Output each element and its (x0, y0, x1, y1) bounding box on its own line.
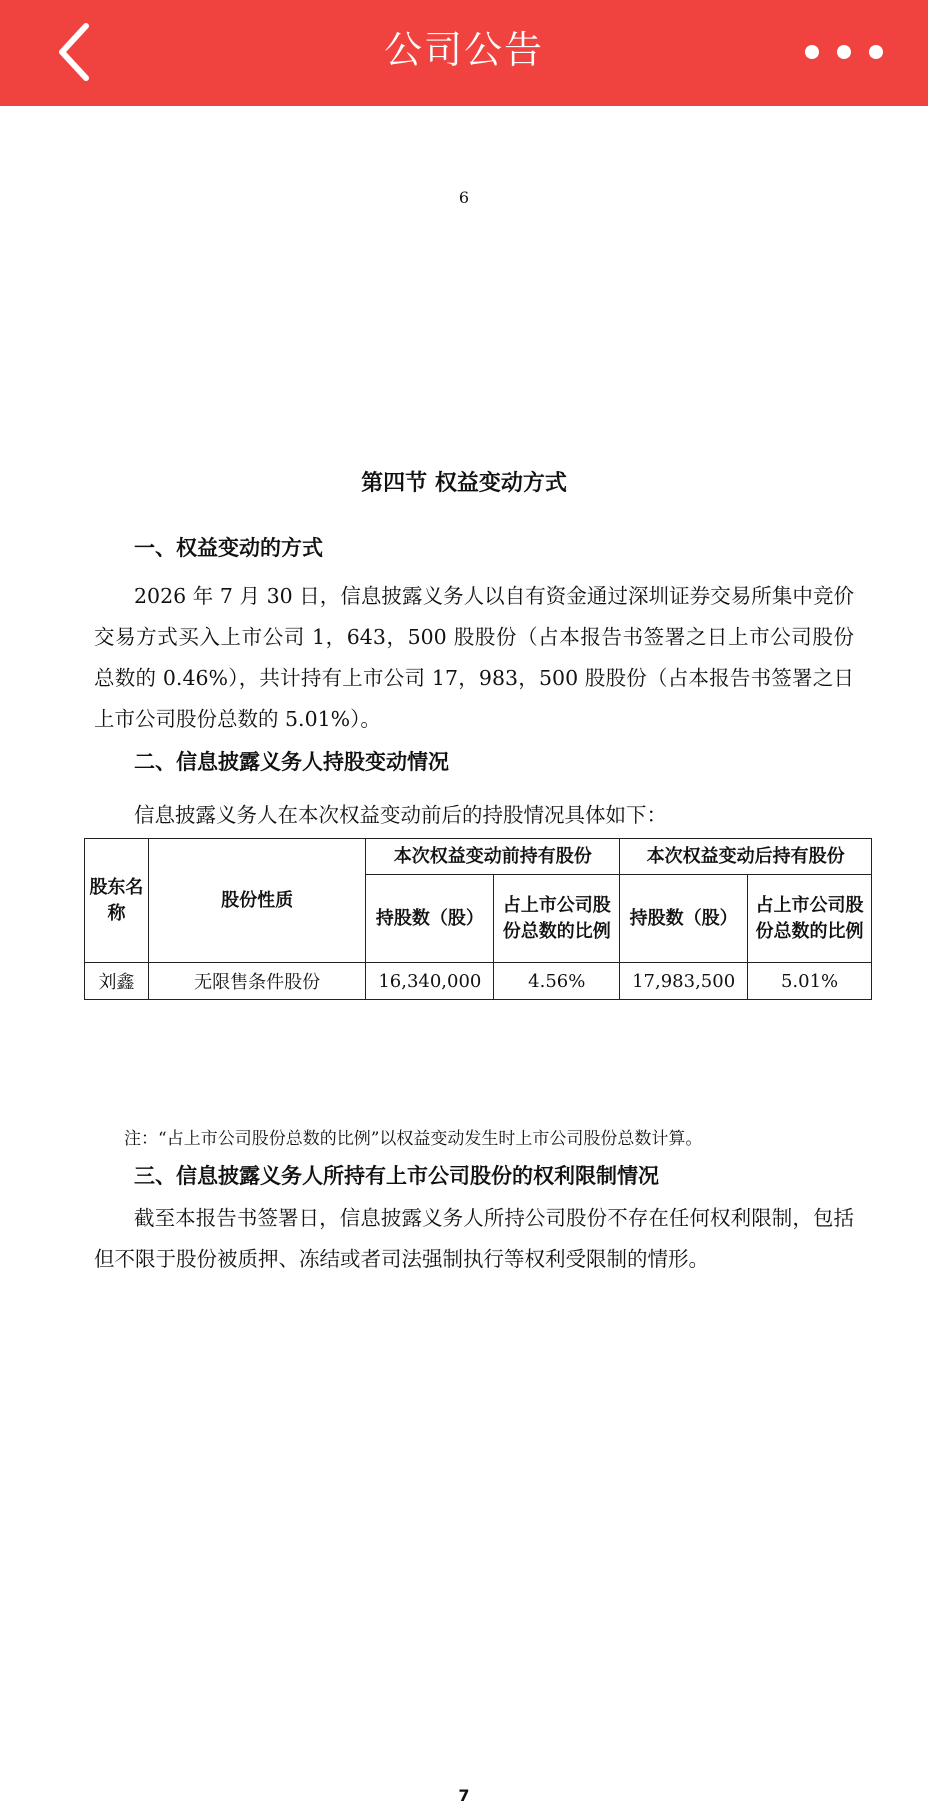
table-note: 注：“占上市公司股份总数的比例”以权益变动发生时上市公司股份总数计算。 (124, 1129, 703, 1149)
header-after-change: 本次权益变动后持有股份 (620, 839, 872, 875)
cell-share-nature: 无限售条件股份 (148, 963, 365, 1000)
cell-before-ratio: 4.56% (494, 963, 620, 1000)
header-after-shares: 持股数（股） (620, 875, 748, 963)
header-after-ratio: 占上市公司股份总数的比例 (748, 875, 872, 963)
cell-after-shares: 17,983,500 (620, 963, 748, 1000)
page-number-bottom: 7 (458, 1786, 470, 1805)
header-before-shares: 持股数（股） (366, 875, 494, 963)
section-title: 第四节 权益变动方式 (361, 471, 567, 496)
table-intro: 信息披露义务人在本次权益变动前后的持股情况具体如下： (134, 803, 667, 827)
cell-before-shares: 16,340,000 (366, 963, 494, 1000)
page-number-top: 6 (458, 188, 470, 207)
holdings-table (84, 838, 872, 1000)
heading-holding-change: 二、信息披露义务人持股变动情况 (134, 750, 449, 774)
more-button[interactable] (796, 28, 892, 76)
more-dots-icon (796, 28, 892, 76)
table-row (85, 963, 872, 1000)
header-share-nature: 股份性质 (148, 839, 365, 963)
paragraph-text: 2026 年 7 月 30 日，信息披露义务人以自有资金通过深圳证券交易所集中竞价交易方式买入上市公司 1，643，500 股股份（占本报告书签署之日上市公司股份总数的 0.46%），共计持有上市公司 17，983，500 股股份（占本报告书签署之日上市公司股份总数的 5.01%）。 (94, 584, 854, 731)
cell-after-ratio: 5.01% (748, 963, 872, 1000)
document-page[interactable] (0, 106, 928, 1816)
paragraph-equity-change-method (94, 576, 854, 740)
paragraph-text: 截至本报告书签署日，信息披露义务人所持公司股份不存在任何权利限制，包括但不限于股份被质押、冻结或者司法强制执行等权利受限制的情形。 (94, 1206, 854, 1271)
back-button[interactable] (40, 12, 120, 92)
chevron-left-icon (40, 12, 120, 92)
cell-shareholder-name: 刘鑫 (85, 963, 149, 1000)
header-before-change: 本次权益变动前持有股份 (366, 839, 620, 875)
header-shareholder-name: 股东名称 (85, 839, 149, 963)
heading-rights-restriction: 三、信息披露义务人所持有上市公司股份的权利限制情况 (134, 1164, 659, 1188)
heading-equity-change-method: 一、权益变动的方式 (134, 536, 323, 560)
header-before-ratio: 占上市公司股份总数的比例 (494, 875, 620, 963)
paragraph-rights-restriction (94, 1198, 854, 1280)
app-bar (0, 0, 928, 106)
app-title: 公司公告 (383, 28, 544, 72)
